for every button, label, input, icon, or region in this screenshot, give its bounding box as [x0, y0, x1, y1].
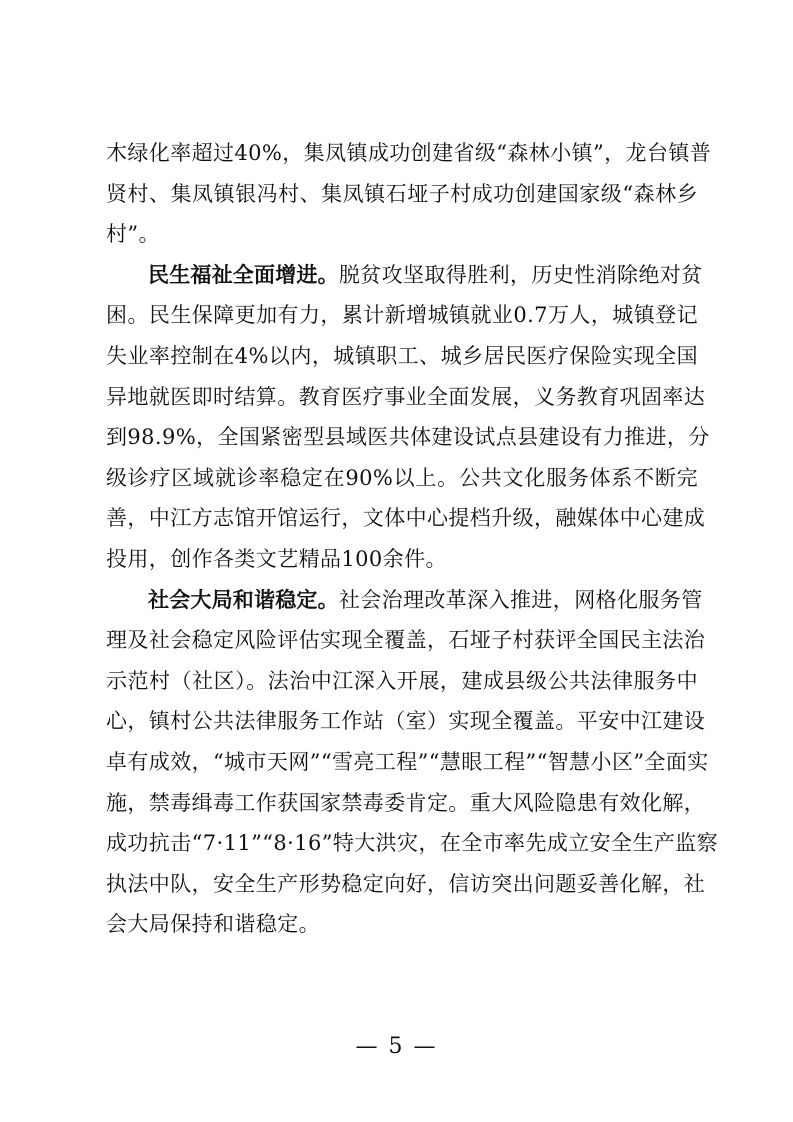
text-line: 善，中江方志馆开馆运行，文体中心提档升级，融媒体中心建成 — [106, 506, 706, 531]
text-line: 到98.9%，全国紧密型县域医共体建设试点县建设有力推进，分 — [106, 425, 710, 450]
text-line: 失业率控制在4%以内，城镇职工、城乡居民医疗保险实现全国 — [106, 343, 698, 368]
section-heading: 社会大局和谐稳定。 — [148, 586, 339, 612]
text-line: 级诊疗区域就诊率稳定在90%以上。公共文化服务体系不断完 — [106, 465, 698, 490]
text-run: 脱贫攻坚取得胜利，历史性消除绝对贫 — [338, 262, 703, 287]
text-line: 心，镇村公共法律服务工作站（室）实现全覆盖。平安中江建设 — [106, 709, 706, 734]
text-line: 理及社会稳定风险评估实现全覆盖，石垭子村获评全国民主法治 — [106, 628, 706, 653]
text-line: 成功抗击“7·11”“8·16”特大洪灾，在全市率先成立安全生产监察 — [106, 831, 719, 856]
document-body — [106, 140, 719, 952]
paragraph-first-line — [106, 261, 703, 288]
text-line: 困。民生保障更加有力，累计新增城镇就业0.7万人，城镇登记 — [106, 303, 698, 328]
text-line: 执法中队，安全生产形势稳定向好，信访突出问题妥善化解，社 — [106, 871, 706, 896]
text-line: 卓有成效，“城市天网”“雪亮工程”“慧眼工程”“智慧小区”全面实 — [106, 749, 709, 774]
section-heading: 民生福祉全面增进。 — [148, 261, 339, 287]
text-line: 木绿化率超过40%，集凤镇成功创建省级“森林小镇”，龙台镇普 — [106, 141, 712, 165]
page-number: — 5 — — [355, 1034, 438, 1059]
text-run: 社会治理改革深入推进，网格化服务管 — [338, 587, 703, 612]
text-line: 贤村、集凤镇银冯村、集凤镇石垭子村成功创建国家级“森林乡 — [106, 181, 698, 206]
text-line: 施，禁毒缉毒工作获国家禁毒委肯定。重大风险隐患有效化解， — [106, 790, 706, 815]
text-line: 异地就医即时结算。教育医疗事业全面发展，义务教育巩固率达 — [106, 384, 706, 409]
paragraph-first-line — [106, 586, 703, 613]
text-line: 示范村（社区）。法治中江深入开展，建成县级公共法律服务中 — [106, 668, 698, 693]
text-line: 村”。 — [106, 222, 160, 247]
text-line: 投用，创作各类文艺精品100余件。 — [106, 546, 447, 571]
text-line: 会大局保持和谐稳定。 — [106, 912, 320, 937]
